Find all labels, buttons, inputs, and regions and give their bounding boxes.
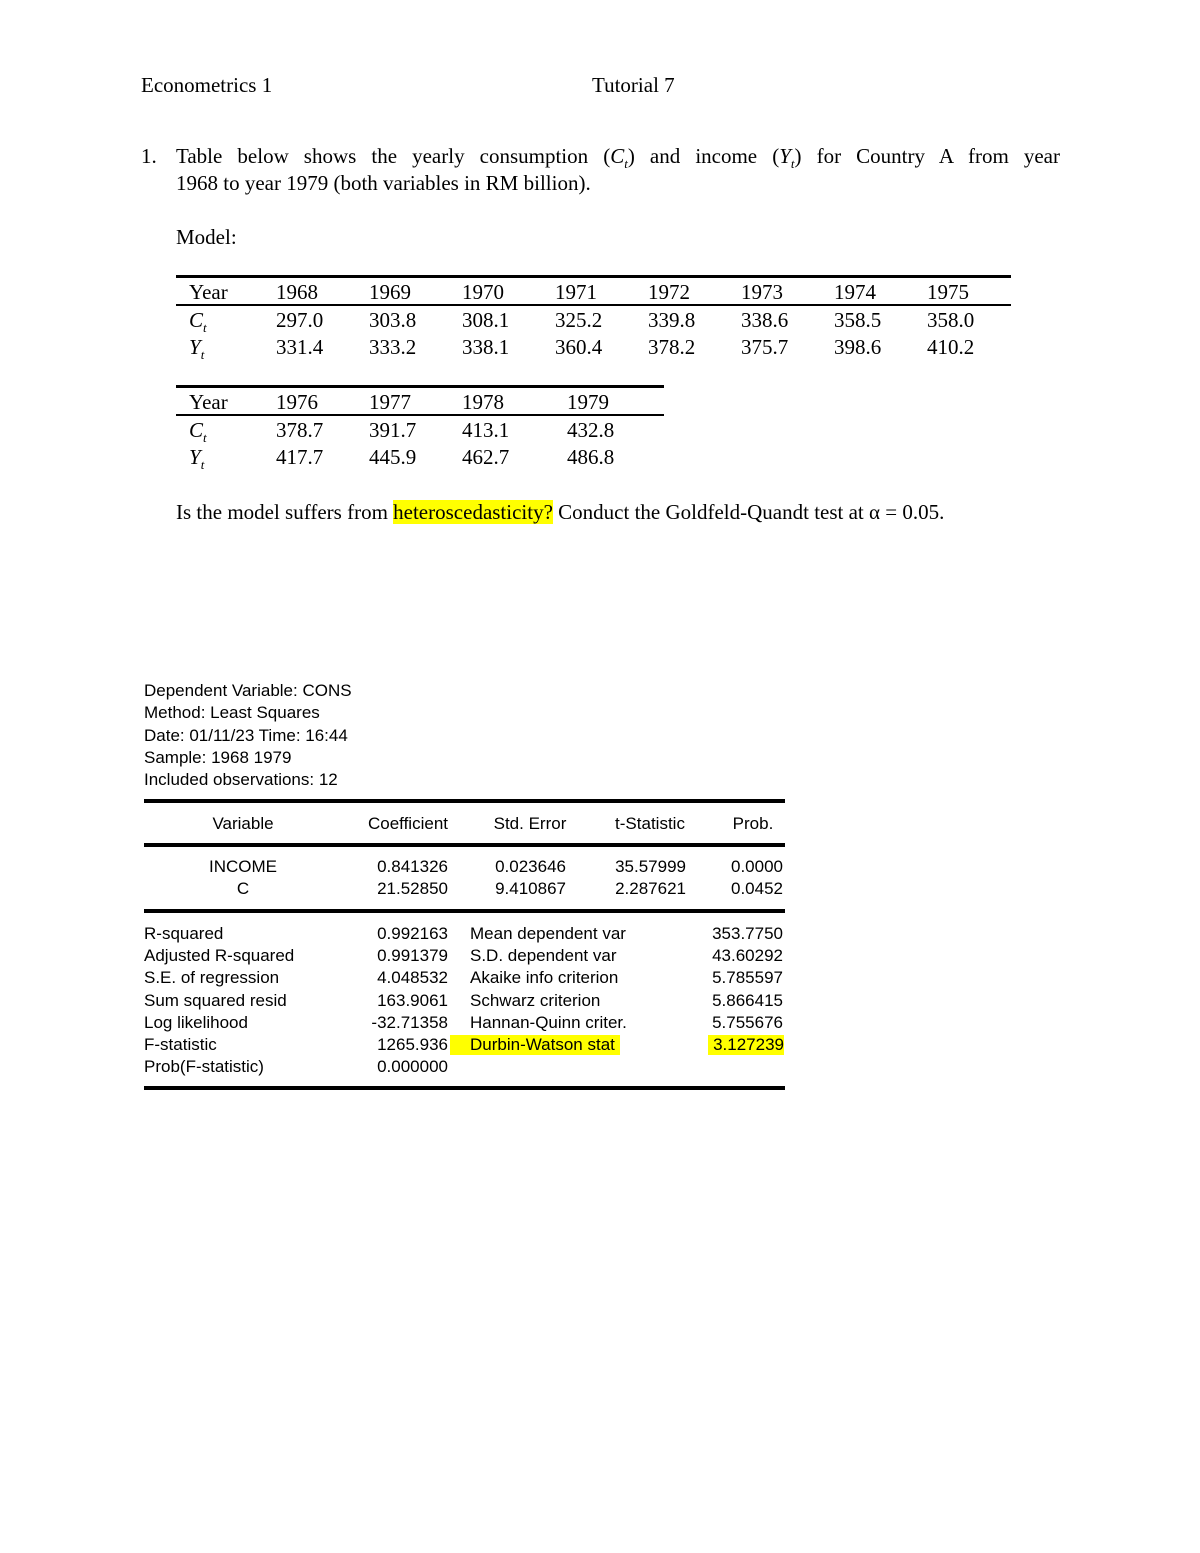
stat-label-right: S.D. dependent var	[470, 946, 617, 966]
question-line-2: 1968 to year 1979 (both variables in RM billion).	[176, 171, 591, 195]
consumption-value: 325.2	[555, 308, 603, 332]
row-label-y: $Y_t$	[189, 335, 205, 363]
output-info-line: Method: Least Squares	[144, 703, 320, 723]
income-value: 410.2	[927, 335, 975, 359]
consumption-value: 358.0	[927, 308, 975, 332]
coefficient-value: 21.52850	[377, 879, 448, 898]
stat-label: Sum squared resid	[144, 990, 287, 1010]
question-number: 1.	[141, 144, 157, 168]
stat-value: 1265.936	[377, 1035, 448, 1054]
column-header: Prob.	[732, 814, 774, 833]
table-header-year: 1974	[834, 280, 876, 304]
table-header-year: 1977	[369, 390, 411, 414]
income-value: 338.1	[462, 335, 510, 359]
column-header: Std. Error	[493, 814, 567, 833]
consumption-value: 413.1	[462, 418, 510, 442]
consumption-value: 297.0	[276, 308, 324, 332]
t-statistic-value: 35.57999	[615, 857, 686, 876]
table-header-year: 1978	[462, 390, 504, 414]
income-value: 417.7	[276, 445, 324, 469]
output-info-line: Dependent Variable: CONS	[144, 681, 352, 700]
table1-top-rule	[176, 275, 1011, 278]
income-value: 333.2	[369, 335, 417, 359]
stat-value: 0.000000	[377, 1057, 448, 1077]
consumption-value: 338.6	[741, 308, 789, 332]
output-rule-2	[144, 843, 785, 847]
question-text-a: Table below shows the yearly consumption (	[176, 144, 611, 168]
output-rule-4	[144, 1086, 785, 1090]
ask-text-c: = 0.05.	[880, 500, 945, 524]
output-rule-3	[144, 909, 785, 913]
stat-value-right: 5.755676	[712, 1012, 783, 1032]
question-line-1	[176, 144, 1060, 172]
stat-label: R-squared	[144, 924, 224, 943]
consumption-value: 391.7	[369, 418, 417, 442]
stat-label-right: Durbin-Watson stat	[450, 1035, 620, 1055]
income-value: 378.2	[648, 335, 696, 359]
stat-value-right: 43.60292	[712, 946, 783, 966]
table-header-label: Year	[189, 280, 228, 304]
table-header-year: 1971	[555, 280, 597, 304]
income-value: 486.8	[567, 445, 615, 469]
ask-text-a: Is the model suffers from	[176, 500, 394, 524]
prob-value: 0.0000	[731, 857, 783, 876]
std-error-value: 0.023646	[495, 857, 566, 876]
table2-top-rule	[176, 385, 664, 388]
row-label-c: $C_t$	[189, 308, 207, 336]
heteroscedasticity-highlight: heteroscedasticity?	[393, 500, 553, 524]
stat-label: Adjusted R-squared	[144, 946, 295, 966]
stat-value-right: 3.127239	[708, 1035, 784, 1055]
stat-label-right: Schwarz criterion	[470, 990, 601, 1010]
income-value: 331.4	[276, 335, 324, 359]
row-label-y: $Y_t$	[189, 445, 205, 473]
tutorial-title: Tutorial 7	[592, 73, 675, 97]
income-value: 360.4	[555, 335, 603, 359]
output-info-line: Included observations: 12	[144, 770, 338, 790]
table-header-year: 1976	[276, 390, 318, 414]
output-info-line: Sample: 1968 1979	[144, 747, 292, 767]
question-text-b: ) and income (	[627, 144, 780, 168]
table-header-year: 1975	[927, 280, 969, 304]
output-rule-1	[144, 799, 785, 803]
stat-value-right: 353.7750	[712, 924, 783, 943]
consumption-value: 339.8	[648, 308, 696, 332]
consumption-value: 378.7	[276, 418, 324, 442]
column-header: Variable	[212, 814, 274, 833]
stat-label: Log likelihood	[144, 1012, 248, 1032]
table-header-year: 1969	[369, 280, 411, 304]
consumption-value: 308.1	[462, 308, 510, 332]
table-header-year: 1979	[567, 390, 609, 414]
c-subscript: t	[624, 156, 628, 172]
stat-label: S.E. of regression	[144, 968, 280, 988]
course-title: Econometrics 1	[141, 73, 273, 97]
alpha-symbol: α	[869, 500, 881, 524]
stat-value-right: 5.866415	[712, 990, 783, 1010]
variable-name: INCOME	[209, 857, 277, 876]
table-header-year: 1972	[648, 280, 690, 304]
consumption-value: 358.5	[834, 308, 882, 332]
consumption-value: 303.8	[369, 308, 417, 332]
variable-name: C	[236, 879, 250, 898]
row-label-c: $C_t$	[189, 418, 207, 446]
c-symbol: C	[610, 144, 625, 168]
ask-text-b: Conduct the Goldfeld-Quandt test at	[552, 500, 870, 524]
consumption-value: 432.8	[567, 418, 615, 442]
std-error-value: 9.410867	[495, 879, 566, 898]
stat-value: 4.048532	[377, 968, 448, 988]
model-label: Model:	[176, 225, 237, 249]
income-value: 375.7	[741, 335, 789, 359]
table-header-year: 1970	[462, 280, 504, 304]
stat-value-right: 5.785597	[712, 968, 783, 988]
stat-label-right: Akaike info criterion	[470, 968, 619, 988]
question-ask	[176, 500, 944, 525]
table-header-year: 1973	[741, 280, 783, 304]
t-statistic-value: 2.287621	[615, 879, 686, 898]
stat-label-right: Mean dependent var	[470, 924, 626, 943]
stat-value: 0.992163	[377, 924, 448, 943]
prob-value: 0.0452	[731, 879, 783, 898]
stat-value: 163.9061	[377, 990, 448, 1010]
income-value: 398.6	[834, 335, 882, 359]
y-subscript: t	[790, 156, 795, 172]
stat-label: F-statistic	[144, 1035, 217, 1054]
y-symbol: Y	[779, 144, 791, 168]
table-header-year: 1968	[276, 280, 318, 304]
stat-label: Prob(F-statistic)	[144, 1057, 264, 1077]
income-value: 462.7	[462, 445, 510, 469]
income-value: 445.9	[369, 445, 417, 469]
column-header: Coefficient	[367, 814, 448, 833]
coefficient-value: 0.841326	[377, 857, 448, 876]
stat-value: 0.991379	[377, 946, 448, 966]
stat-label-right: Hannan-Quinn criter.	[470, 1012, 627, 1032]
column-header: t-Statistic	[615, 814, 685, 833]
table-header-label: Year	[189, 390, 228, 414]
output-info-line: Date: 01/11/23 Time: 16:44	[144, 725, 348, 745]
stat-value: -32.71358	[371, 1012, 448, 1032]
question-text-c: ) for Country A from year	[794, 144, 1060, 168]
